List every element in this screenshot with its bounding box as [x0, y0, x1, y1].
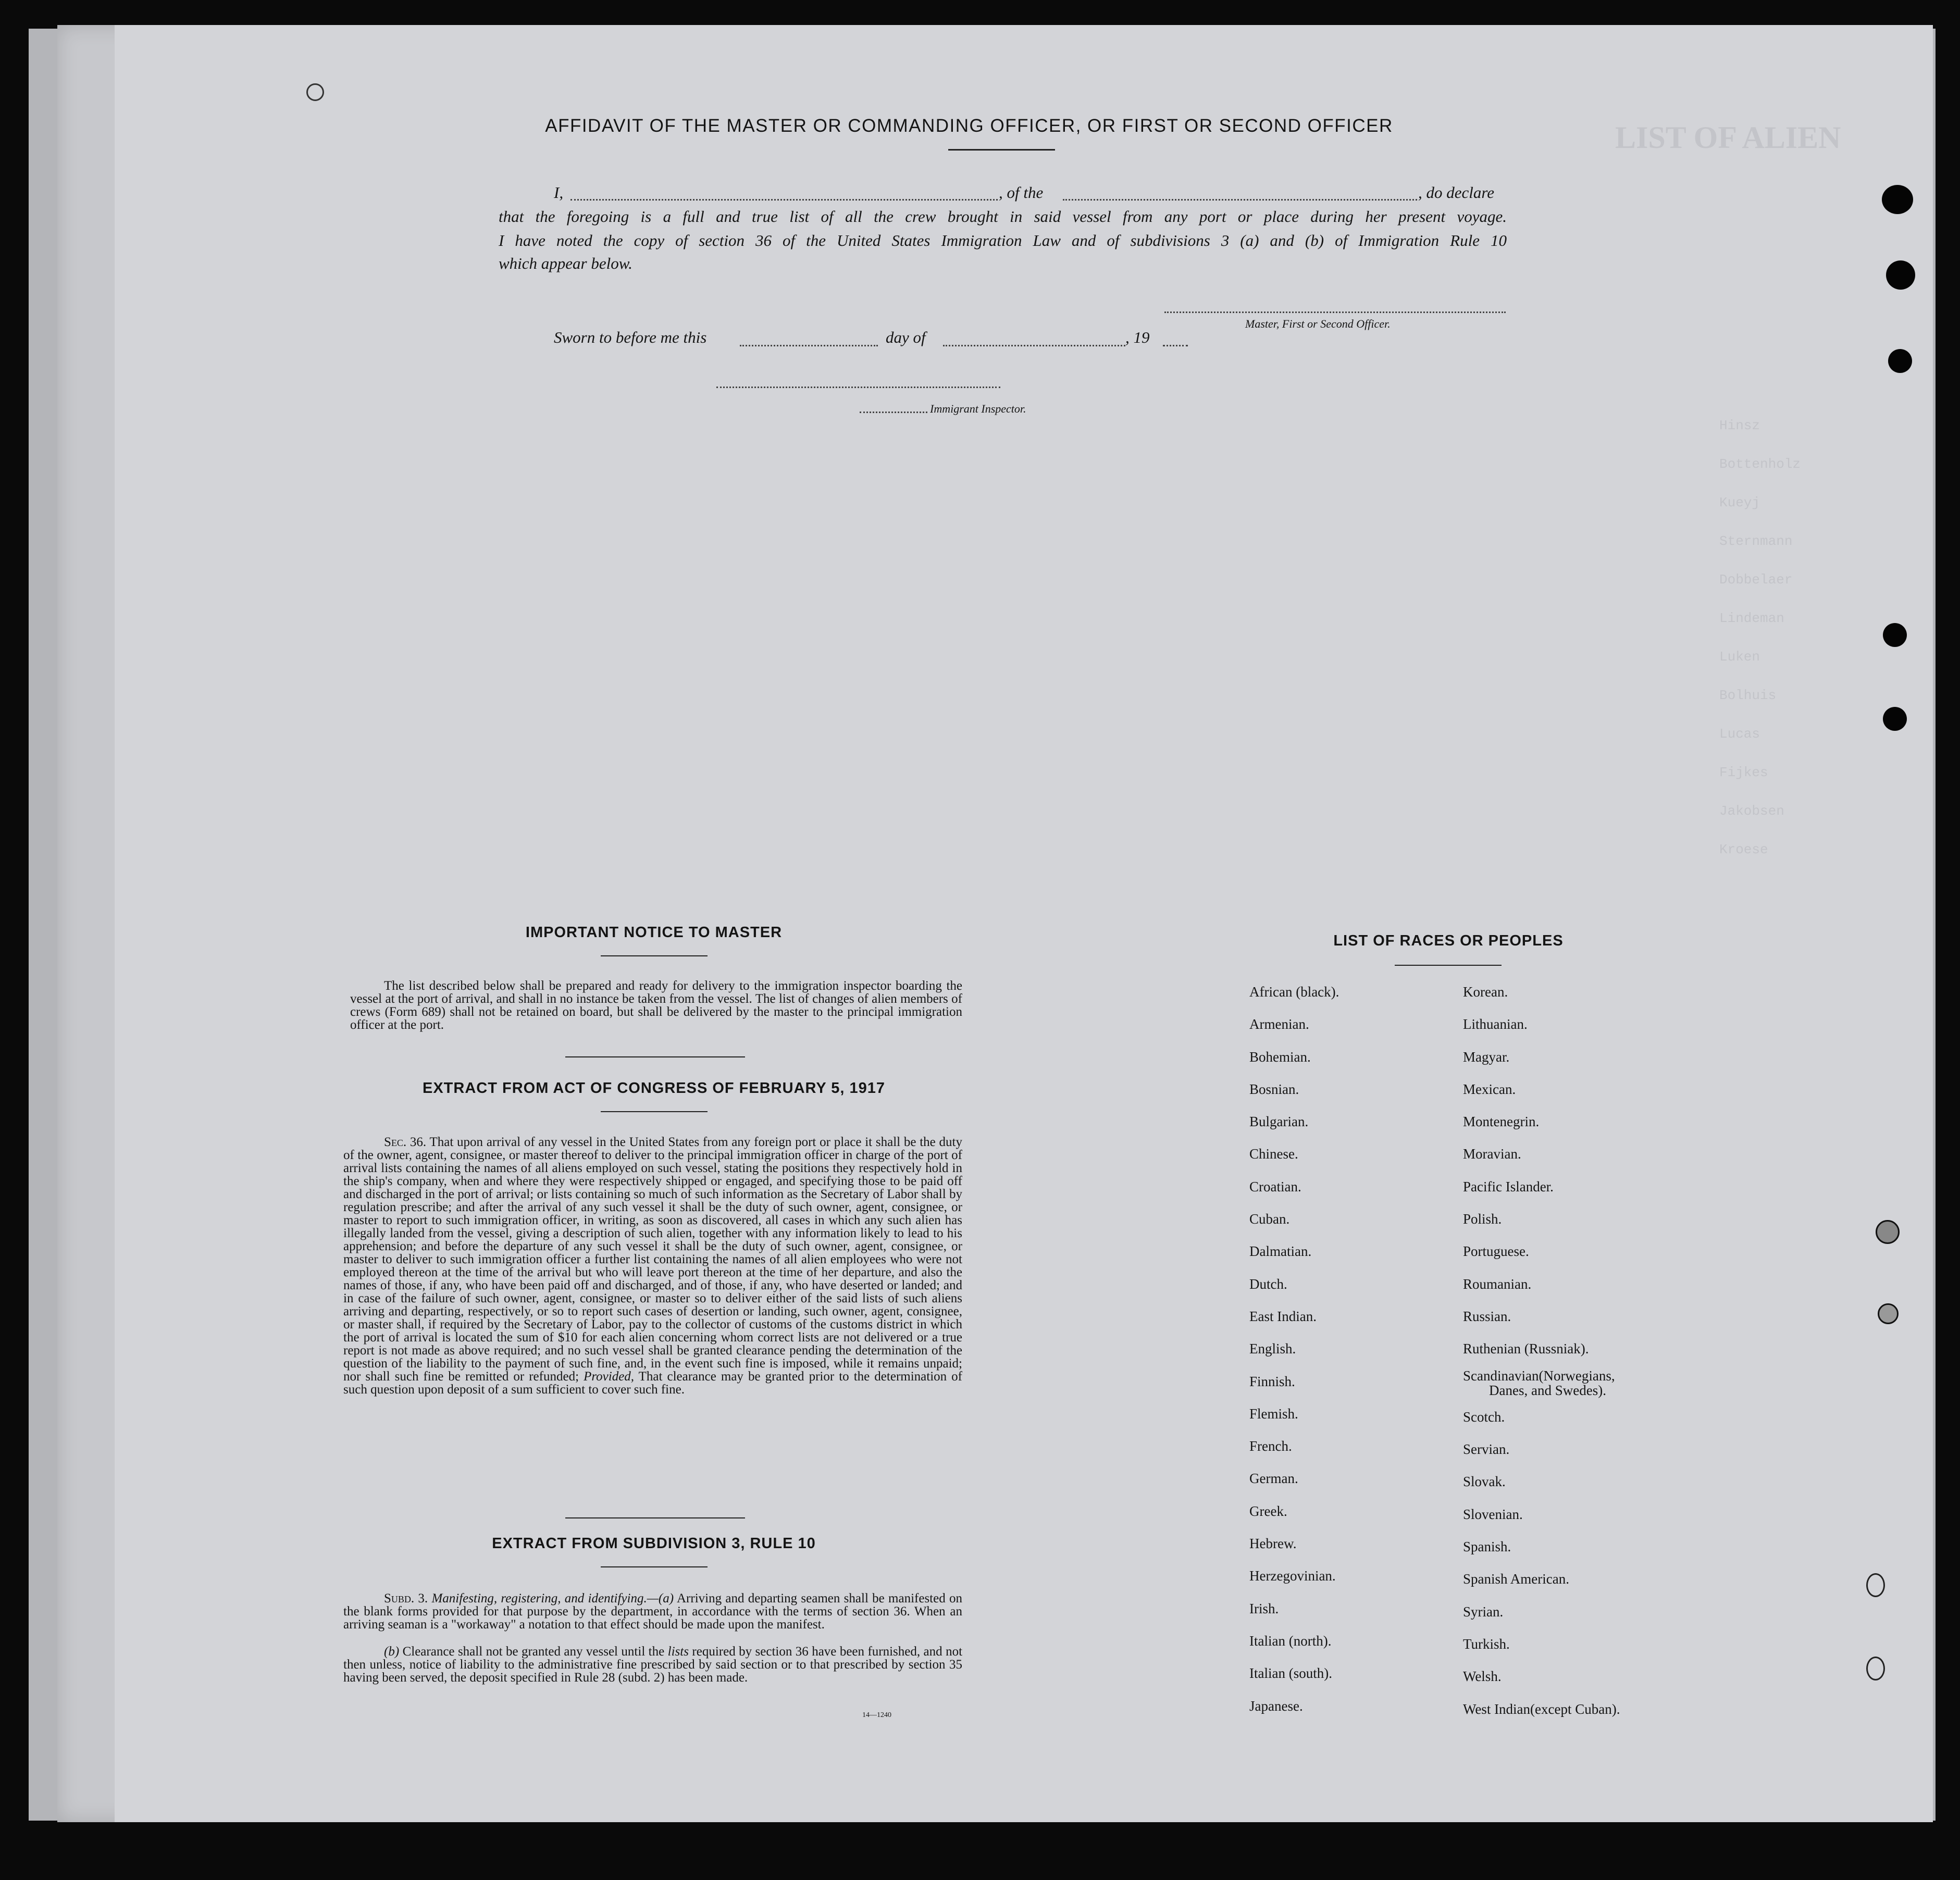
- act-underline: [601, 1111, 708, 1112]
- race-item: African (black).: [1249, 984, 1339, 1000]
- race-item: Irish.: [1249, 1600, 1279, 1616]
- race-item: Flemish.: [1249, 1405, 1298, 1422]
- race-item: Magyar.: [1463, 1049, 1510, 1065]
- race-item-scandinavian: [1463, 1365, 1620, 1401]
- master-signature-label: Master, First or Second Officer.: [1245, 317, 1391, 330]
- race-item: Welsh.: [1463, 1669, 1502, 1685]
- act-section-label: Sec. 36.: [384, 1135, 427, 1149]
- race-item: Syrian.: [1463, 1603, 1504, 1620]
- section-divider-2: [565, 1517, 745, 1518]
- inspector-signature-field[interactable]: [716, 387, 1000, 388]
- affidavit-declare-label: , do declare: [1418, 183, 1495, 202]
- race-item: Slovenian.: [1463, 1506, 1523, 1522]
- race-item: Slovak.: [1463, 1474, 1506, 1490]
- race-item: Montenegrin.: [1463, 1114, 1540, 1130]
- race-item: Herzegovinian.: [1249, 1568, 1336, 1584]
- affidavit-line-4: which appear below.: [499, 254, 632, 272]
- race-item: Finnish.: [1249, 1373, 1295, 1389]
- races-column-1: [1249, 976, 1339, 1722]
- punch-hole-icon: [1888, 349, 1912, 373]
- races-underline: [1395, 965, 1502, 966]
- notice-text: The list described below shall be prepared and ready for delivery to the immigration inspector boarding the vessel at the port of arrival, and shall in no instance be taken from the vessel. The list of changes of alien members of crews (Form 689) shall not be retained on board, but shall be delivered by the master to the principal immigration officer at the port.: [350, 979, 962, 1032]
- rule-b-text-2: required by section 36 have been furnished, and not then unless, notice of liability to the administrative fine prescribed by said section or to that prescribed by section 35 having been served, the deposit specified in Rule 28 (subd. 2) has been made.: [343, 1645, 963, 1685]
- sworn-year-field[interactable]: [1163, 345, 1188, 346]
- race-item: East Indian.: [1249, 1308, 1317, 1324]
- affidavit-line-3: I have noted the copy of section 36 of the United States Immigration Law and of subdivisions 3 (a) and (b) of Immigration Rule 10: [499, 231, 1507, 250]
- race-item: Japanese.: [1249, 1698, 1303, 1714]
- inspector-label: Immigrant Inspector.: [930, 402, 1026, 415]
- race-item: Dutch.: [1249, 1276, 1287, 1292]
- rule-subd-b: [343, 1645, 962, 1684]
- race-item: Italian (south).: [1249, 1665, 1332, 1682]
- race-item: French.: [1249, 1438, 1292, 1454]
- race-item: Cuban.: [1249, 1211, 1290, 1227]
- rule-subd-title: Manifesting, registering, and identifying.: [431, 1591, 647, 1605]
- form-number: 14—1240: [862, 1711, 891, 1719]
- rule-b-text-1: Clearance shall not be granted any vessel until the: [402, 1645, 665, 1659]
- affidavit-of-the-label: , of the: [999, 183, 1044, 202]
- act-title: EXTRACT FROM ACT OF CONGRESS OF FEBRUARY 5, 1917: [422, 1080, 886, 1097]
- rule-b-label: (b): [384, 1645, 400, 1659]
- race-item: Greek.: [1249, 1503, 1287, 1519]
- punch-hole-icon: [1886, 260, 1915, 290]
- bleed-through-column: Hinsz Bottenholz Kueyj Sternmann Dobbelaer Lindeman Luken Bolhuis Lucas Fijkes Jakobsen Kroese: [1719, 418, 1801, 857]
- act-text-block: [343, 1136, 962, 1396]
- punch-hole-icon: [1883, 623, 1907, 647]
- document-page-face: [115, 25, 1933, 1822]
- notice-title: IMPORTANT NOTICE TO MASTER: [525, 924, 783, 941]
- affidavit-title: AFFIDAVIT OF THE MASTER OR COMMANDING OFFICER, OR FIRST OR SECOND OFFICER: [545, 116, 1393, 136]
- rule-b-lists: lists: [667, 1645, 689, 1659]
- rule-underline: [601, 1566, 708, 1567]
- race-item: Russian.: [1463, 1308, 1511, 1324]
- punch-hole-icon: [1878, 1303, 1899, 1324]
- race-item-continuation: Danes, and Swedes).: [1489, 1382, 1606, 1398]
- rule-subd-label: Subd. 3.: [384, 1591, 428, 1605]
- race-item: Pacific Islander.: [1463, 1178, 1554, 1194]
- race-item: Croatian.: [1249, 1178, 1301, 1194]
- race-item: Roumanian.: [1463, 1276, 1532, 1292]
- punch-hole-icon: [1866, 1573, 1885, 1597]
- vessel-name-field[interactable]: [1063, 199, 1417, 201]
- act-text: That upon arrival of any vessel in the United States from any foreign port or place it shall be the duty of the owner, agent, consignee, or master thereof to deliver to the principal immigration officer in charge of the port of arrival lists containing the names of all aliens employed on such vessel, stating the positions they respectively hold in the ship's company, when and where they were respectively shipped or engaged, and specifying those to be paid off and discharged in the port of arrival; or lists containing so much of such information as the Secretary of Labor shall by regulation prescribe; and after the arrival of any such vessel it shall be the duty of such owner, agent, consignee, or master to report to such immigration officer, in writing, as soon as discovered, all cases in which any such alien has illegally landed from the vessel, giving a description of such alien, together with any information likely to lead to his apprehension; and before the departure of any such vessel it shall be the duty of such owner, agent, consignee, or master to deliver to such immigration officer a further list containing the names of all alien employees who were not employed thereon at the time of the arrival but who will leave port thereon at the time of her departure, and also the names of those, if any, who have been paid off and discharged, and of those, if any, who have deserted or landed; and in case of the failure of such owner, agent, consignee, or master so to deliver either of the said lists of such aliens arriving and departing, respectively, or so to report such cases of desertion or landing, such owner, agent, consignee, or master shall, if required by the Secretary of Labor, pay to the collector of customs of the customs district in which the port of arrival is located the sum of $10 for each alien concerning whom correct lists are not delivered or a true report is not made as above required; and no such vessel shall be granted clearance pending the determination of the question of the liability to the payment of such fine, and, in the event such fine is imposed, while it remains unpaid; nor shall such fine be remitted or refunded;: [343, 1135, 962, 1384]
- race-item: Lithuanian.: [1463, 1016, 1528, 1032]
- sworn-label: Sworn to before me this: [554, 328, 707, 346]
- races-title: LIST OF RACES OR PEOPLES: [1333, 932, 1564, 949]
- sworn-month-field[interactable]: [943, 345, 1125, 346]
- race-item: English.: [1249, 1341, 1296, 1357]
- race-item: Bohemian.: [1249, 1049, 1311, 1065]
- races-column-2: [1463, 976, 1620, 1725]
- rule-a-label: —(a): [647, 1591, 674, 1605]
- affidavit-line-2: that the foregoing is a full and true list of all the crew brought in said vessel from any port or place during her present voyage.: [499, 207, 1507, 226]
- race-item: Scotch.: [1463, 1409, 1505, 1425]
- punch-hole-icon: [1876, 1220, 1900, 1244]
- race-item: Ruthenian (Russniak).: [1463, 1341, 1589, 1357]
- inspector-dots: [860, 412, 927, 413]
- punch-hole-icon: [1882, 185, 1913, 214]
- race-item: Mexican.: [1463, 1081, 1516, 1097]
- race-item: Chinese.: [1249, 1146, 1298, 1162]
- race-item: Servian.: [1463, 1441, 1510, 1458]
- race-item: Armenian.: [1249, 1016, 1309, 1032]
- race-item: German.: [1249, 1471, 1298, 1487]
- sworn-year-label: , 19: [1125, 328, 1150, 346]
- race-item: Spanish American.: [1463, 1571, 1569, 1587]
- officer-name-field[interactable]: [570, 199, 998, 201]
- punch-hole-icon: [1866, 1657, 1885, 1680]
- bleed-through-heading: LIST OF ALIEN: [1615, 120, 1841, 155]
- race-item: Spanish.: [1463, 1539, 1511, 1555]
- master-signature-field[interactable]: [1164, 312, 1506, 313]
- race-item: Turkish.: [1463, 1636, 1510, 1652]
- rule-a-text: Arriving and departing seamen shall be manifested on the blank forms provided for that purpose by the department, in accordance with the terms of section 36. When an arriving seaman is a "workaway" a notation to that effect should be made upon the manifest.: [343, 1591, 962, 1632]
- stamp-ring-icon: [306, 83, 324, 101]
- race-item: Scandinavian(Norwegians,: [1463, 1367, 1615, 1384]
- race-item: Bulgarian.: [1249, 1114, 1309, 1130]
- rule-title: EXTRACT FROM SUBDIVISION 3, RULE 10: [492, 1535, 816, 1552]
- sworn-day-of-label: day of: [886, 328, 926, 346]
- notice-underline: [601, 955, 708, 956]
- race-item: Bosnian.: [1249, 1081, 1299, 1097]
- affidavit-i-label: I,: [554, 183, 564, 202]
- race-item: Dalmatian.: [1249, 1243, 1312, 1260]
- sworn-day-field[interactable]: [740, 345, 878, 346]
- race-item: Polish.: [1463, 1211, 1502, 1227]
- race-item: Korean.: [1463, 984, 1508, 1000]
- race-item: West Indian(except Cuban).: [1463, 1701, 1620, 1717]
- race-item: Portuguese.: [1463, 1243, 1529, 1260]
- section-divider: [565, 1056, 745, 1057]
- race-item: Moravian.: [1463, 1146, 1521, 1162]
- punch-hole-icon: [1883, 707, 1907, 731]
- rule-subd-a: [343, 1592, 962, 1631]
- act-provided-label: Provided,: [584, 1369, 635, 1384]
- title-underline: [948, 149, 1055, 151]
- race-item: Hebrew.: [1249, 1536, 1297, 1552]
- act-provided-text: That clearance may be granted prior to the determination of such question upon deposit of a sum sufficient to cover such fine.: [343, 1369, 963, 1397]
- race-item: Italian (north).: [1249, 1633, 1332, 1649]
